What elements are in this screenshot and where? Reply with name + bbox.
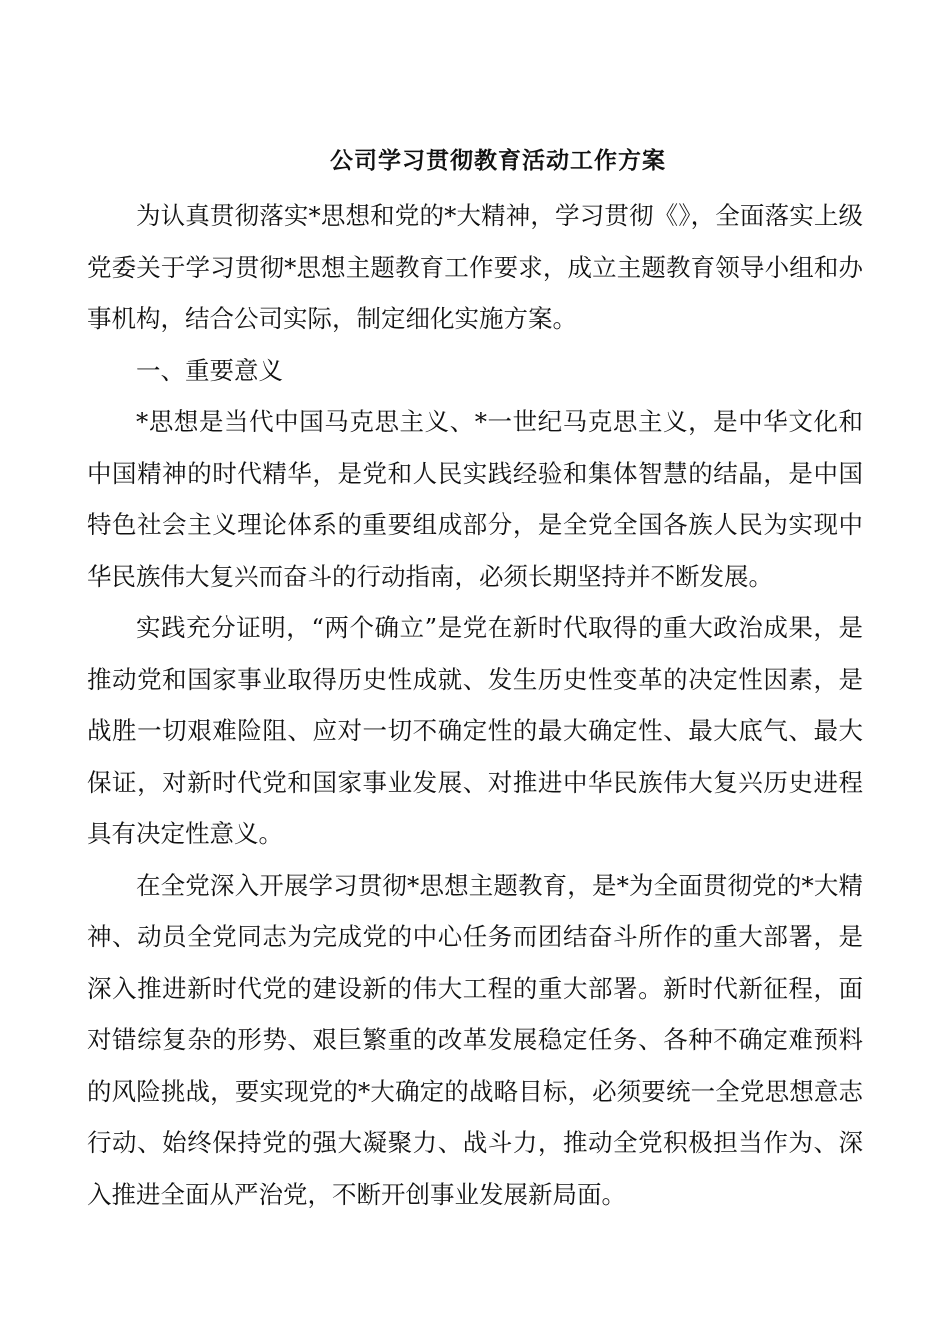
paragraph-intro: 为认真贯彻落实*思想和党的*大精神，学习贯彻《》，全面落实上级党委关于学习贯彻*思想主题教育工作要求，成立主题教育领导小组和办事机构，结合公司实际，制定细化实施方案。 — [87, 201, 863, 333]
paragraph: *思想是当代中国马克思主义、*一世纪马克思主义，是中华文化和中国精神的时代精华，是党和人民实践经验和集体智慧的结晶，是中国特色社会主义理论体系的重要组成部分，是全党全国各族人民为实现中华民族伟大复兴而奋斗的行动指南，必须长期坚持并不断发展。 — [87, 407, 863, 591]
paragraph: 在全党深入开展学习贯彻*思想主题教育，是*为全面贯彻党的*大精神、动员全党同志为完成党的中心任务而团结奋斗所作的重大部署，是深入推进新时代党的建设新的伟大工程的重大部署。新时代新征程，面对错综复杂的形势、艰巨繁重的改革发展稳定任务、各种不确定难预料的风险挑战，要实现党的*大确定的战略目标，必须要统一全党思想意志行动、始终保持党的强大凝聚力、战斗力，推动全党积极担当作为、深入推进全面从严治党，不断开创事业发展新局面。 — [87, 870, 863, 1209]
section-heading: 一、重要意义 — [136, 355, 283, 385]
paragraph: 实践充分证明，“两个确立”是党在新时代取得的重大政治成果，是推动党和国家事业取得历史性成就、发生历史性变革的决定性因素，是战胜一切艰难险阻、应对一切不确定性的最大确定性、最大底气、最大保证，对新时代党和国家事业发展、对推进中华民族伟大复兴历史进程具有决定性意义。 — [87, 613, 863, 848]
document-title: 公司学习贯彻教育活动工作方案 — [330, 147, 666, 174]
document-body — [87, 190, 863, 1220]
